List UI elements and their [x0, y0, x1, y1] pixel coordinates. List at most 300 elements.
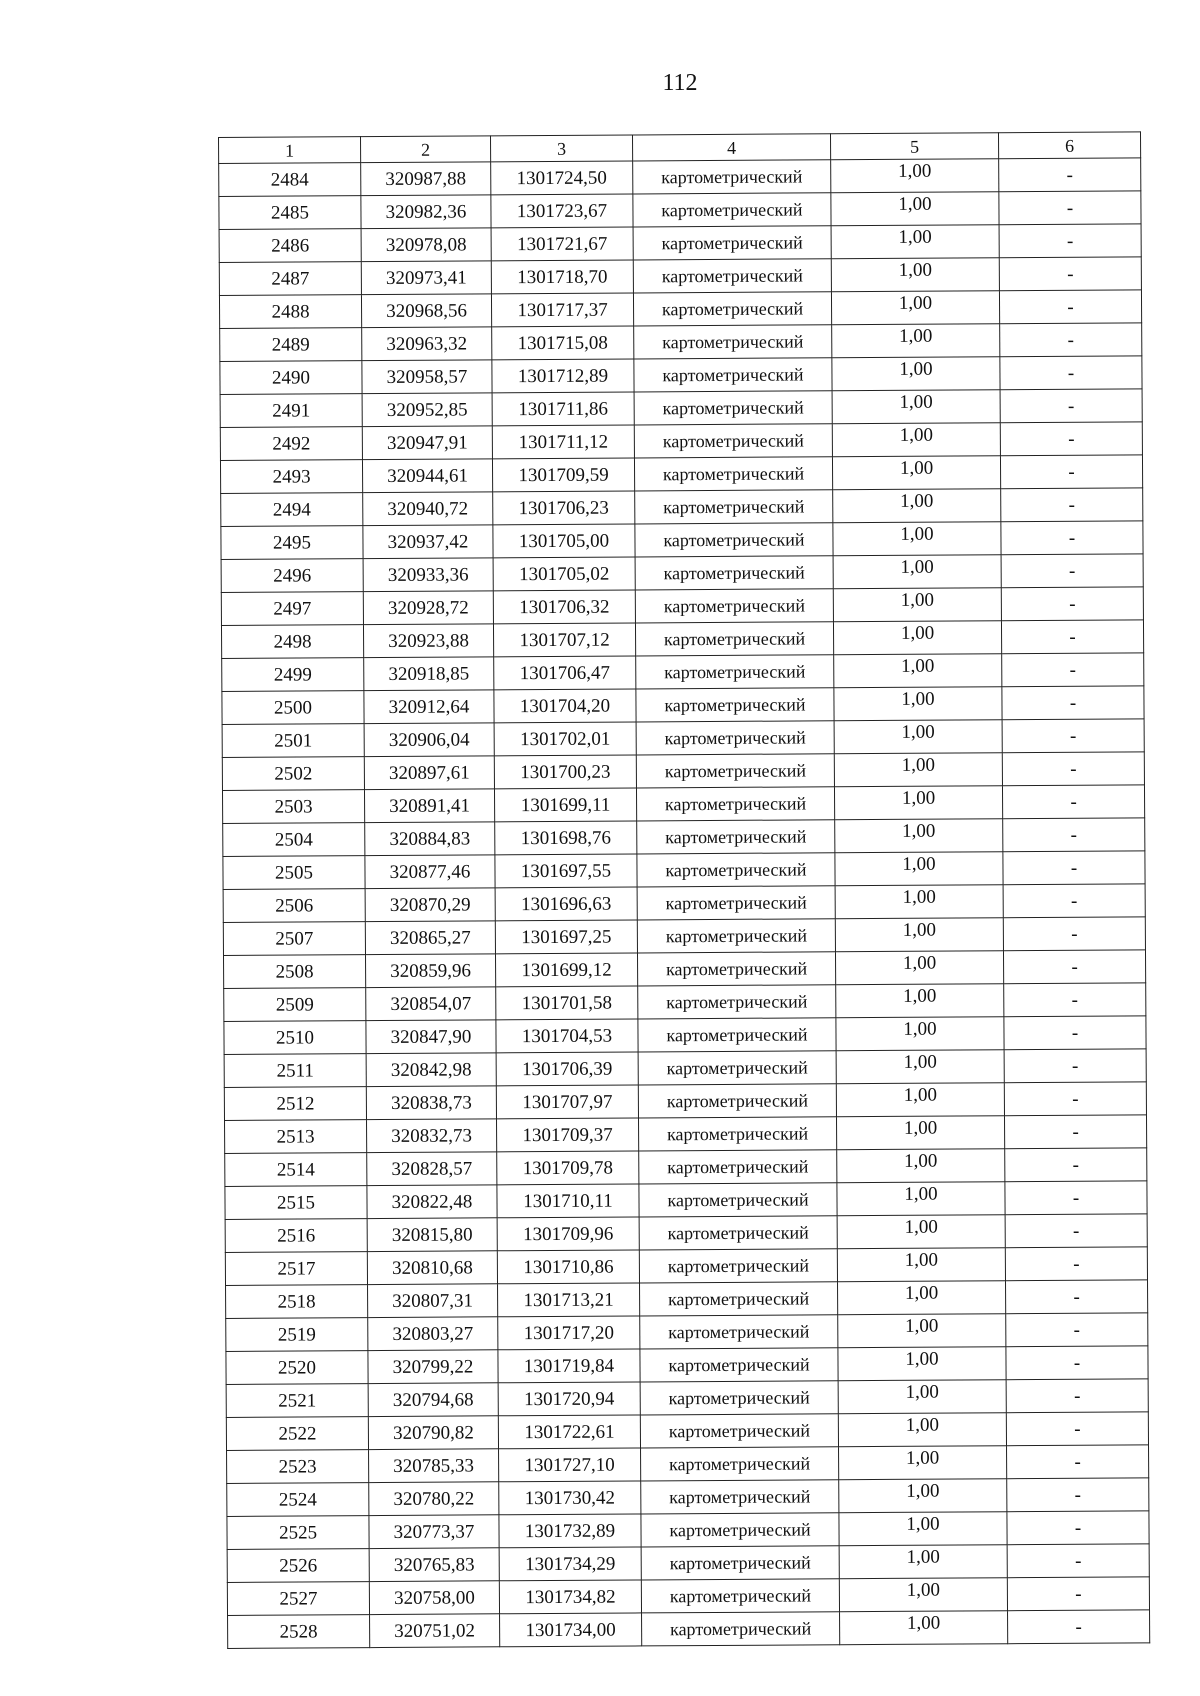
table-row: [219, 290, 1141, 329]
table-row: [226, 1412, 1148, 1451]
table-row: [224, 983, 1146, 1022]
accuracy-cell: 1,00: [835, 852, 1003, 886]
method-cell: картометрический: [634, 358, 832, 392]
table-row: [220, 323, 1142, 362]
point-number-cell: 2516: [225, 1219, 367, 1253]
accuracy-cell: 1,00: [839, 1512, 1007, 1546]
accuracy-cell: 1,00: [840, 1611, 1008, 1645]
method-cell: картометрический: [642, 1612, 840, 1646]
method-cell: картометрический: [639, 1249, 837, 1283]
method-cell: картометрический: [639, 1216, 837, 1250]
note-cell: -: [1007, 1544, 1149, 1578]
y-coordinate-cell: 1301718,70: [491, 260, 633, 294]
y-coordinate-cell: 1301709,59: [492, 458, 634, 492]
y-coordinate-cell: 1301709,78: [497, 1151, 639, 1185]
y-coordinate-cell: 1301704,20: [494, 689, 636, 723]
table-row: [227, 1445, 1149, 1484]
note-cell: -: [1006, 1346, 1148, 1380]
y-coordinate-cell: 1301734,82: [499, 1580, 641, 1614]
note-cell: -: [1006, 1379, 1148, 1413]
y-coordinate-cell: 1301709,37: [497, 1118, 639, 1152]
column-header: 5: [830, 133, 998, 160]
x-coordinate-cell: 320982,36: [361, 195, 491, 229]
table-row: [219, 224, 1141, 263]
point-number-cell: 2494: [221, 493, 363, 527]
y-coordinate-cell: 1301712,89: [492, 359, 634, 393]
accuracy-cell: 1,00: [832, 456, 1000, 490]
table-row: [220, 389, 1142, 428]
accuracy-cell: 1,00: [838, 1281, 1006, 1315]
x-coordinate-cell: 320859,96: [365, 954, 495, 988]
x-coordinate-cell: 320947,91: [362, 426, 492, 460]
x-coordinate-cell: 320884,83: [365, 822, 495, 856]
table-row: [223, 917, 1145, 956]
y-coordinate-cell: 1301724,50: [491, 161, 633, 195]
accuracy-cell: 1,00: [834, 654, 1002, 688]
x-coordinate-cell: 320978,08: [361, 228, 491, 262]
note-cell: -: [1000, 356, 1142, 390]
method-cell: картометрический: [633, 259, 831, 293]
x-coordinate-cell: 320937,42: [363, 525, 493, 559]
point-number-cell: 2488: [219, 295, 361, 329]
note-cell: -: [1005, 1214, 1147, 1248]
table-row: [221, 587, 1143, 626]
table-row: [224, 1016, 1146, 1055]
table-row: [225, 1181, 1147, 1220]
accuracy-cell: 1,00: [838, 1380, 1006, 1414]
note-cell: -: [1007, 1445, 1149, 1479]
table-row: [223, 851, 1145, 890]
table-row: [221, 620, 1143, 659]
table-row: [226, 1379, 1148, 1418]
y-coordinate-cell: 1301732,89: [499, 1514, 641, 1548]
method-cell: картометрический: [635, 490, 833, 524]
point-number-cell: 2515: [225, 1186, 367, 1220]
table-row: [219, 158, 1141, 197]
y-coordinate-cell: 1301713,21: [498, 1283, 640, 1317]
y-coordinate-cell: 1301721,67: [491, 227, 633, 261]
x-coordinate-cell: 320832,73: [367, 1119, 497, 1153]
y-coordinate-cell: 1301709,96: [497, 1217, 639, 1251]
method-cell: картометрический: [633, 160, 831, 194]
y-coordinate-cell: 1301734,29: [499, 1547, 641, 1581]
note-cell: -: [1000, 389, 1142, 423]
method-cell: картометрический: [634, 325, 832, 359]
table-row: [219, 257, 1141, 296]
method-cell: картометрический: [641, 1546, 839, 1580]
method-cell: картометрический: [641, 1579, 839, 1613]
table-row: [223, 818, 1145, 857]
note-cell: -: [1003, 818, 1145, 852]
y-coordinate-cell: 1301715,08: [492, 326, 634, 360]
method-cell: картометрический: [634, 424, 832, 458]
y-coordinate-cell: 1301710,86: [497, 1250, 639, 1284]
method-cell: картометрический: [636, 754, 834, 788]
x-coordinate-cell: 320810,68: [367, 1251, 497, 1285]
note-cell: -: [999, 158, 1141, 192]
note-cell: -: [1003, 917, 1145, 951]
accuracy-cell: 1,00: [831, 291, 999, 325]
point-number-cell: 2528: [228, 1615, 370, 1649]
method-cell: картометрический: [634, 391, 832, 425]
accuracy-cell: 1,00: [835, 885, 1003, 919]
x-coordinate-cell: 320952,85: [362, 393, 492, 427]
y-coordinate-cell: 1301730,42: [499, 1481, 641, 1515]
point-number-cell: 2496: [221, 559, 363, 593]
point-number-cell: 2522: [226, 1417, 368, 1451]
accuracy-cell: 1,00: [833, 588, 1001, 622]
note-cell: -: [1002, 752, 1144, 786]
accuracy-cell: 1,00: [832, 357, 1000, 391]
method-cell: картометрический: [634, 457, 832, 491]
point-number-cell: 2527: [227, 1582, 369, 1616]
y-coordinate-cell: 1301723,67: [491, 194, 633, 228]
method-cell: картометрический: [638, 1051, 836, 1085]
method-cell: картометрический: [637, 886, 835, 920]
x-coordinate-cell: 320865,27: [365, 921, 495, 955]
note-cell: -: [1003, 851, 1145, 885]
x-coordinate-cell: 320973,41: [361, 261, 491, 295]
y-coordinate-cell: 1301706,23: [493, 491, 635, 525]
table-row: [227, 1478, 1149, 1517]
accuracy-cell: 1,00: [831, 192, 999, 226]
method-cell: картометрический: [633, 292, 831, 326]
note-cell: -: [1001, 554, 1143, 588]
note-cell: -: [1001, 521, 1143, 555]
accuracy-cell: 1,00: [838, 1314, 1006, 1348]
y-coordinate-cell: 1301710,11: [497, 1184, 639, 1218]
x-coordinate-cell: 320847,90: [366, 1020, 496, 1054]
table-row: [223, 950, 1145, 989]
point-number-cell: 2495: [221, 526, 363, 560]
table-body: [219, 158, 1150, 1649]
accuracy-cell: 1,00: [835, 918, 1003, 952]
point-number-cell: 2512: [224, 1087, 366, 1121]
accuracy-cell: 1,00: [832, 423, 1000, 457]
point-number-cell: 2498: [221, 625, 363, 659]
x-coordinate-cell: 320906,04: [364, 723, 494, 757]
point-number-cell: 2500: [222, 691, 364, 725]
page-number: 112: [662, 70, 698, 96]
x-coordinate-cell: 320912,64: [364, 690, 494, 724]
x-coordinate-cell: 320918,85: [364, 657, 494, 691]
accuracy-cell: 1,00: [838, 1413, 1006, 1447]
point-number-cell: 2503: [222, 790, 364, 824]
method-cell: картометрический: [633, 226, 831, 260]
method-cell: картометрический: [636, 655, 834, 689]
x-coordinate-cell: 320928,72: [363, 591, 493, 625]
accuracy-cell: 1,00: [833, 555, 1001, 589]
x-coordinate-cell: 320891,41: [364, 789, 494, 823]
accuracy-cell: 1,00: [833, 522, 1001, 556]
y-coordinate-cell: 1301702,01: [494, 722, 636, 756]
y-coordinate-cell: 1301705,00: [493, 524, 635, 558]
point-number-cell: 2519: [226, 1318, 368, 1352]
table-row: [227, 1577, 1149, 1616]
y-coordinate-cell: 1301717,20: [498, 1316, 640, 1350]
x-coordinate-cell: 320758,00: [369, 1581, 499, 1615]
point-number-cell: 2487: [219, 262, 361, 296]
method-cell: картометрический: [636, 787, 834, 821]
point-number-cell: 2517: [225, 1252, 367, 1286]
y-coordinate-cell: 1301717,37: [491, 293, 633, 327]
accuracy-cell: 1,00: [839, 1446, 1007, 1480]
method-cell: картометрический: [640, 1315, 838, 1349]
note-cell: -: [1004, 1016, 1146, 1050]
accuracy-cell: 1,00: [836, 984, 1004, 1018]
y-coordinate-cell: 1301699,11: [494, 788, 636, 822]
point-number-cell: 2497: [221, 592, 363, 626]
table-row: [224, 1049, 1146, 1088]
accuracy-cell: 1,00: [837, 1149, 1005, 1183]
point-number-cell: 2507: [223, 922, 365, 956]
y-coordinate-cell: 1301720,94: [498, 1382, 640, 1416]
y-coordinate-cell: 1301707,97: [496, 1085, 638, 1119]
method-cell: картометрический: [641, 1447, 839, 1481]
x-coordinate-cell: 320963,32: [362, 327, 492, 361]
accuracy-cell: 1,00: [833, 489, 1001, 523]
table-row: [219, 191, 1141, 230]
note-cell: -: [1003, 884, 1145, 918]
note-cell: -: [1004, 983, 1146, 1017]
accuracy-cell: 1,00: [831, 159, 999, 193]
point-number-cell: 2485: [219, 196, 361, 230]
method-cell: картометрический: [637, 853, 835, 887]
note-cell: -: [1007, 1478, 1149, 1512]
method-cell: картометрический: [635, 523, 833, 557]
point-number-cell: 2490: [220, 361, 362, 395]
method-cell: картометрический: [633, 193, 831, 227]
accuracy-cell: 1,00: [831, 258, 999, 292]
x-coordinate-cell: 320822,48: [367, 1185, 497, 1219]
x-coordinate-cell: 320877,46: [365, 855, 495, 889]
accuracy-cell: 1,00: [838, 1347, 1006, 1381]
y-coordinate-cell: 1301704,53: [496, 1019, 638, 1053]
note-cell: -: [999, 290, 1141, 324]
x-coordinate-cell: 320854,07: [366, 987, 496, 1021]
accuracy-cell: 1,00: [833, 621, 1001, 655]
y-coordinate-cell: 1301722,61: [498, 1415, 640, 1449]
x-coordinate-cell: 320785,33: [369, 1449, 499, 1483]
table-row: [223, 884, 1145, 923]
coordinates-table: [218, 131, 1150, 1649]
table-row: [220, 356, 1142, 395]
column-header: 1: [219, 137, 361, 164]
table-row: [221, 488, 1143, 527]
x-coordinate-cell: 320780,22: [369, 1482, 499, 1516]
method-cell: картометрический: [640, 1282, 838, 1316]
note-cell: -: [1005, 1247, 1147, 1281]
accuracy-cell: 1,00: [835, 819, 1003, 853]
note-cell: -: [1000, 323, 1142, 357]
method-cell: картометрический: [635, 622, 833, 656]
note-cell: -: [1005, 1148, 1147, 1182]
method-cell: картометрический: [638, 1084, 836, 1118]
note-cell: -: [1002, 719, 1144, 753]
table-row: [226, 1346, 1148, 1385]
note-cell: -: [1002, 785, 1144, 819]
x-coordinate-cell: 320794,68: [368, 1383, 498, 1417]
table-row: [226, 1280, 1148, 1319]
accuracy-cell: 1,00: [835, 951, 1003, 985]
table-row: [227, 1544, 1149, 1583]
x-coordinate-cell: 320828,57: [367, 1152, 497, 1186]
accuracy-cell: 1,00: [836, 1050, 1004, 1084]
accuracy-cell: 1,00: [839, 1545, 1007, 1579]
x-coordinate-cell: 320790,82: [368, 1416, 498, 1450]
y-coordinate-cell: 1301706,47: [494, 656, 636, 690]
note-cell: -: [1008, 1610, 1150, 1644]
y-coordinate-cell: 1301697,25: [495, 920, 637, 954]
y-coordinate-cell: 1301701,58: [496, 986, 638, 1020]
y-coordinate-cell: 1301707,12: [493, 623, 635, 657]
method-cell: картометрический: [640, 1348, 838, 1382]
x-coordinate-cell: 320897,61: [364, 756, 494, 790]
x-coordinate-cell: 320933,36: [363, 558, 493, 592]
table-row: [220, 422, 1142, 461]
x-coordinate-cell: 320765,83: [369, 1548, 499, 1582]
column-header: 6: [998, 132, 1140, 159]
accuracy-cell: 1,00: [837, 1182, 1005, 1216]
x-coordinate-cell: 320807,31: [368, 1284, 498, 1318]
accuracy-cell: 1,00: [834, 720, 1002, 754]
note-cell: -: [1006, 1412, 1148, 1446]
table-row: [225, 1247, 1147, 1286]
point-number-cell: 2504: [223, 823, 365, 857]
y-coordinate-cell: 1301696,63: [495, 887, 637, 921]
column-header: 2: [361, 136, 491, 163]
method-cell: картометрический: [641, 1480, 839, 1514]
table-row: [225, 1115, 1147, 1154]
point-number-cell: 2524: [227, 1483, 369, 1517]
point-number-cell: 2505: [223, 856, 365, 890]
note-cell: -: [1001, 587, 1143, 621]
point-number-cell: 2525: [227, 1516, 369, 1550]
table-row: [228, 1610, 1150, 1649]
method-cell: картометрический: [636, 688, 834, 722]
method-cell: картометрический: [640, 1414, 838, 1448]
table-row: [224, 1082, 1146, 1121]
table-row: [221, 521, 1143, 560]
table-row: [227, 1511, 1149, 1550]
table-row: [222, 686, 1144, 725]
note-cell: -: [1007, 1577, 1149, 1611]
x-coordinate-cell: 320944,61: [362, 459, 492, 493]
method-cell: картометрический: [641, 1513, 839, 1547]
point-number-cell: 2520: [226, 1351, 368, 1385]
method-cell: картометрический: [639, 1183, 837, 1217]
method-cell: картометрический: [637, 952, 835, 986]
method-cell: картометрический: [638, 985, 836, 1019]
method-cell: картометрический: [635, 556, 833, 590]
note-cell: -: [1000, 422, 1142, 456]
accuracy-cell: 1,00: [837, 1248, 1005, 1282]
point-number-cell: 2491: [220, 394, 362, 428]
point-number-cell: 2486: [219, 229, 361, 263]
note-cell: -: [1005, 1181, 1147, 1215]
accuracy-cell: 1,00: [831, 225, 999, 259]
y-coordinate-cell: 1301711,12: [492, 425, 634, 459]
note-cell: -: [999, 191, 1141, 225]
point-number-cell: 2499: [222, 658, 364, 692]
note-cell: -: [1004, 1082, 1146, 1116]
accuracy-cell: 1,00: [834, 753, 1002, 787]
y-coordinate-cell: 1301697,55: [495, 854, 637, 888]
method-cell: картометрический: [638, 1018, 836, 1052]
note-cell: -: [1000, 455, 1142, 489]
note-cell: -: [1001, 488, 1143, 522]
point-number-cell: 2493: [220, 460, 362, 494]
accuracy-cell: 1,00: [832, 324, 1000, 358]
x-coordinate-cell: 320815,80: [367, 1218, 497, 1252]
note-cell: -: [1002, 653, 1144, 687]
note-cell: -: [1006, 1280, 1148, 1314]
x-coordinate-cell: 320940,72: [363, 492, 493, 526]
method-cell: картометрический: [639, 1117, 837, 1151]
accuracy-cell: 1,00: [834, 786, 1002, 820]
x-coordinate-cell: 320842,98: [366, 1053, 496, 1087]
y-coordinate-cell: 1301719,84: [498, 1349, 640, 1383]
y-coordinate-cell: 1301700,23: [494, 755, 636, 789]
point-number-cell: 2511: [224, 1054, 366, 1088]
table-row: [220, 455, 1142, 494]
table-row: [225, 1148, 1147, 1187]
note-cell: -: [999, 224, 1141, 258]
accuracy-cell: 1,00: [839, 1578, 1007, 1612]
method-cell: картометрический: [639, 1150, 837, 1184]
y-coordinate-cell: 1301706,39: [496, 1052, 638, 1086]
note-cell: -: [1002, 686, 1144, 720]
point-number-cell: 2501: [222, 724, 364, 758]
accuracy-cell: 1,00: [832, 390, 1000, 424]
y-coordinate-cell: 1301698,76: [495, 821, 637, 855]
table-row: [222, 653, 1144, 692]
method-cell: картометрический: [636, 721, 834, 755]
point-number-cell: 2514: [225, 1153, 367, 1187]
x-coordinate-cell: 320870,29: [365, 888, 495, 922]
note-cell: -: [1007, 1511, 1149, 1545]
x-coordinate-cell: 320799,22: [368, 1350, 498, 1384]
note-cell: -: [1004, 1115, 1146, 1149]
point-number-cell: 2510: [224, 1021, 366, 1055]
x-coordinate-cell: 320803,27: [368, 1317, 498, 1351]
point-number-cell: 2513: [225, 1120, 367, 1154]
point-number-cell: 2492: [220, 427, 362, 461]
column-header: 3: [490, 135, 632, 162]
point-number-cell: 2508: [223, 955, 365, 989]
point-number-cell: 2523: [227, 1450, 369, 1484]
table-row: [225, 1214, 1147, 1253]
accuracy-cell: 1,00: [839, 1479, 1007, 1513]
x-coordinate-cell: 320958,57: [362, 360, 492, 394]
y-coordinate-cell: 1301734,00: [500, 1613, 642, 1647]
point-number-cell: 2506: [223, 889, 365, 923]
table-row: [222, 752, 1144, 791]
point-number-cell: 2502: [222, 757, 364, 791]
note-cell: -: [999, 257, 1141, 291]
point-number-cell: 2489: [220, 328, 362, 362]
y-coordinate-cell: 1301706,32: [493, 590, 635, 624]
method-cell: картометрический: [637, 820, 835, 854]
note-cell: -: [1006, 1313, 1148, 1347]
accuracy-cell: 1,00: [834, 687, 1002, 721]
y-coordinate-cell: 1301727,10: [499, 1448, 641, 1482]
x-coordinate-cell: 320968,56: [361, 294, 491, 328]
point-number-cell: 2484: [219, 163, 361, 197]
point-number-cell: 2509: [224, 988, 366, 1022]
point-number-cell: 2526: [227, 1549, 369, 1583]
x-coordinate-cell: 320751,02: [370, 1614, 500, 1648]
